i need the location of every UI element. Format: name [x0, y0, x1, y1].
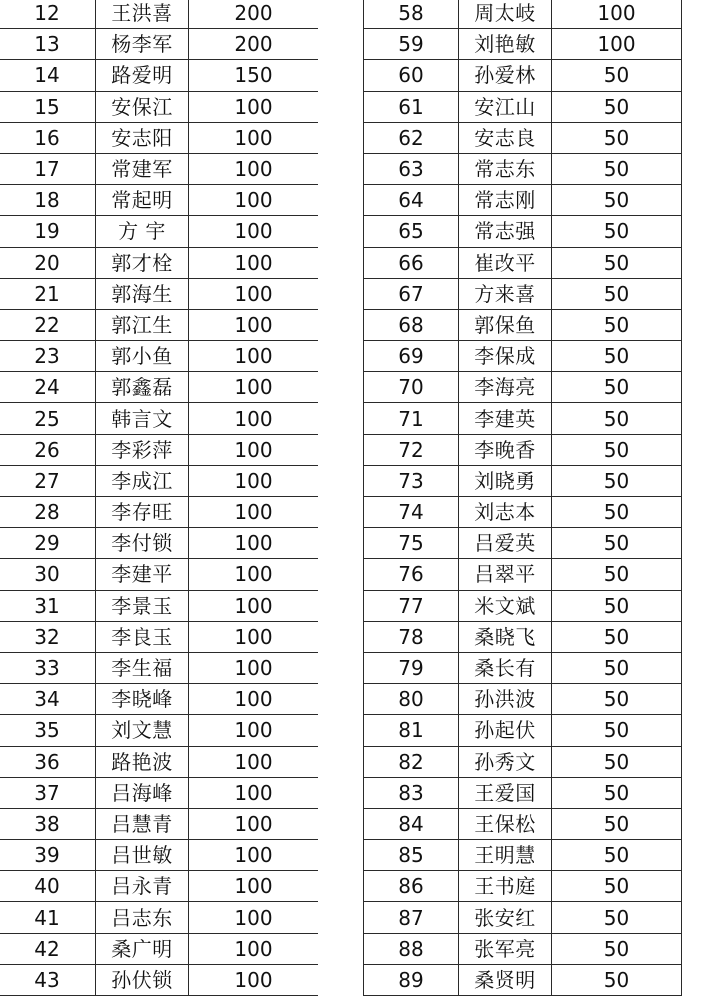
table-row [0, 91, 319, 122]
row-number-cell: 70 [364, 372, 459, 403]
amount-cell: 100 [189, 247, 319, 278]
table-row [0, 0, 319, 29]
name-cell: 郭鑫磊 [96, 372, 189, 403]
row-number-cell: 62 [364, 122, 459, 153]
table-row [364, 153, 682, 184]
table-row [364, 933, 682, 964]
amount-cell: 50 [552, 309, 682, 340]
amount-cell: 50 [552, 715, 682, 746]
table-row [0, 60, 319, 91]
amount-cell: 50 [552, 871, 682, 902]
row-number-cell: 75 [364, 528, 459, 559]
amount-cell: 50 [552, 60, 682, 91]
name-cell: 吕翠平 [459, 559, 552, 590]
table-row [0, 777, 319, 808]
table-row [0, 746, 319, 777]
table-row [364, 434, 682, 465]
name-cell: 张安红 [459, 902, 552, 933]
name-cell: 方来喜 [459, 278, 552, 309]
row-number-cell: 17 [0, 153, 96, 184]
row-number-cell: 26 [0, 434, 96, 465]
name-cell: 王洪喜 [96, 0, 189, 29]
table-row [364, 403, 682, 434]
amount-cell: 50 [552, 497, 682, 528]
name-cell: 常起明 [96, 185, 189, 216]
amount-cell: 100 [552, 29, 682, 60]
row-number-cell: 63 [364, 153, 459, 184]
row-number-cell: 29 [0, 528, 96, 559]
row-number-cell: 69 [364, 341, 459, 372]
table-row [364, 372, 682, 403]
amount-cell: 100 [189, 777, 319, 808]
row-number-cell: 79 [364, 652, 459, 683]
row-number-cell: 78 [364, 621, 459, 652]
amount-cell: 50 [552, 746, 682, 777]
amount-cell: 100 [189, 590, 319, 621]
amount-cell: 100 [189, 309, 319, 340]
row-number-cell: 32 [0, 621, 96, 652]
row-number-cell: 84 [364, 808, 459, 839]
name-cell: 孙起伏 [459, 715, 552, 746]
name-cell: 桑贤明 [459, 964, 552, 995]
name-cell: 王爱国 [459, 777, 552, 808]
row-number-cell: 71 [364, 403, 459, 434]
table-row [364, 29, 682, 60]
name-cell: 韩言文 [96, 403, 189, 434]
table-row [0, 465, 319, 496]
amount-cell: 100 [189, 746, 319, 777]
row-number-cell: 37 [0, 777, 96, 808]
name-cell: 吕志东 [96, 902, 189, 933]
table-row [364, 902, 682, 933]
table-row [0, 528, 319, 559]
amount-cell: 100 [189, 808, 319, 839]
name-cell: 李生福 [96, 652, 189, 683]
amount-cell: 150 [189, 60, 319, 91]
name-cell: 刘晓勇 [459, 465, 552, 496]
name-cell: 桑晓飞 [459, 621, 552, 652]
amount-cell: 100 [189, 216, 319, 247]
name-cell: 周太岐 [459, 0, 552, 29]
name-cell: 王保松 [459, 808, 552, 839]
amount-cell: 50 [552, 684, 682, 715]
name-cell: 李海亮 [459, 372, 552, 403]
amount-cell: 50 [552, 808, 682, 839]
name-cell: 孙秀文 [459, 746, 552, 777]
name-cell: 安志阳 [96, 122, 189, 153]
row-number-cell: 24 [0, 372, 96, 403]
row-number-cell: 68 [364, 309, 459, 340]
table-row [0, 871, 319, 902]
amount-cell: 100 [189, 372, 319, 403]
amount-cell: 100 [189, 153, 319, 184]
name-cell: 王书庭 [459, 871, 552, 902]
name-cell: 刘志本 [459, 497, 552, 528]
table-row [0, 715, 319, 746]
table-row [0, 933, 319, 964]
row-number-cell: 74 [364, 497, 459, 528]
row-number-cell: 67 [364, 278, 459, 309]
table-row [0, 247, 319, 278]
amount-cell: 50 [552, 465, 682, 496]
table-row [364, 777, 682, 808]
row-number-cell: 25 [0, 403, 96, 434]
table-row [0, 372, 319, 403]
row-number-cell: 65 [364, 216, 459, 247]
right-table-body [364, 0, 682, 996]
name-cell: 郭小鱼 [96, 341, 189, 372]
name-cell: 郭保鱼 [459, 309, 552, 340]
row-number-cell: 21 [0, 278, 96, 309]
row-number-cell: 60 [364, 60, 459, 91]
amount-cell: 100 [552, 0, 682, 29]
table-row [364, 247, 682, 278]
row-number-cell: 30 [0, 559, 96, 590]
table-row [364, 621, 682, 652]
name-cell: 孙爱林 [459, 60, 552, 91]
table-row [364, 216, 682, 247]
row-number-cell: 61 [364, 91, 459, 122]
row-number-cell: 19 [0, 216, 96, 247]
amount-cell: 100 [189, 434, 319, 465]
row-number-cell: 35 [0, 715, 96, 746]
row-number-cell: 81 [364, 715, 459, 746]
name-cell: 李建平 [96, 559, 189, 590]
row-number-cell: 42 [0, 933, 96, 964]
table-row [0, 652, 319, 683]
row-number-cell: 36 [0, 746, 96, 777]
amount-cell: 100 [189, 122, 319, 153]
table-row [0, 309, 319, 340]
name-cell: 吕永青 [96, 871, 189, 902]
amount-cell: 200 [189, 0, 319, 29]
row-number-cell: 43 [0, 964, 96, 995]
table-row [0, 185, 319, 216]
row-number-cell: 23 [0, 341, 96, 372]
amount-cell: 100 [189, 840, 319, 871]
amount-cell: 50 [552, 840, 682, 871]
amount-cell: 50 [552, 122, 682, 153]
row-number-cell: 14 [0, 60, 96, 91]
table-row [0, 808, 319, 839]
amount-cell: 100 [189, 933, 319, 964]
amount-cell: 100 [189, 185, 319, 216]
name-cell: 郭才栓 [96, 247, 189, 278]
row-number-cell: 80 [364, 684, 459, 715]
table-row [364, 715, 682, 746]
name-cell: 李彩萍 [96, 434, 189, 465]
amount-cell: 50 [552, 372, 682, 403]
table-row [0, 902, 319, 933]
row-number-cell: 12 [0, 0, 96, 29]
name-cell: 吕海峰 [96, 777, 189, 808]
name-cell: 杨李军 [96, 29, 189, 60]
amount-cell: 50 [552, 185, 682, 216]
amount-cell: 50 [552, 216, 682, 247]
row-number-cell: 13 [0, 29, 96, 60]
row-number-cell: 64 [364, 185, 459, 216]
table-row [0, 964, 319, 995]
table-row [0, 684, 319, 715]
table-row [364, 964, 682, 995]
name-cell: 李建英 [459, 403, 552, 434]
table-row [0, 216, 319, 247]
table-row [0, 840, 319, 871]
table-row [364, 309, 682, 340]
name-cell: 李存旺 [96, 497, 189, 528]
row-number-cell: 31 [0, 590, 96, 621]
row-number-cell: 86 [364, 871, 459, 902]
table-row [0, 590, 319, 621]
amount-cell: 50 [552, 91, 682, 122]
row-number-cell: 83 [364, 777, 459, 808]
row-number-cell: 28 [0, 497, 96, 528]
amount-cell: 50 [552, 153, 682, 184]
row-number-cell: 66 [364, 247, 459, 278]
name-cell: 孙伏锁 [96, 964, 189, 995]
amount-cell: 50 [552, 403, 682, 434]
table-row [364, 590, 682, 621]
table-row [364, 465, 682, 496]
row-number-cell: 58 [364, 0, 459, 29]
amount-cell: 50 [552, 652, 682, 683]
name-cell: 王明慧 [459, 840, 552, 871]
name-cell: 李保成 [459, 341, 552, 372]
name-cell: 李晓峰 [96, 684, 189, 715]
table-row [364, 559, 682, 590]
amount-cell: 100 [189, 278, 319, 309]
table-row [364, 684, 682, 715]
row-number-cell: 89 [364, 964, 459, 995]
amount-cell: 50 [552, 933, 682, 964]
name-cell: 吕世敏 [96, 840, 189, 871]
amount-cell: 50 [552, 278, 682, 309]
name-cell: 路艳波 [96, 746, 189, 777]
table-row [364, 278, 682, 309]
name-cell: 张军亮 [459, 933, 552, 964]
name-cell: 李晚香 [459, 434, 552, 465]
right-donation-table [363, 0, 682, 996]
amount-cell: 50 [552, 434, 682, 465]
amount-cell: 100 [189, 91, 319, 122]
name-cell: 安保江 [96, 91, 189, 122]
amount-cell: 100 [189, 902, 319, 933]
row-number-cell: 88 [364, 933, 459, 964]
table-row [364, 652, 682, 683]
table-row [364, 497, 682, 528]
name-cell: 桑长有 [459, 652, 552, 683]
amount-cell: 100 [189, 964, 319, 995]
row-number-cell: 33 [0, 652, 96, 683]
table-row [0, 153, 319, 184]
left-donation-table [0, 0, 319, 996]
row-number-cell: 76 [364, 559, 459, 590]
name-cell: 米文斌 [459, 590, 552, 621]
name-cell: 常志刚 [459, 185, 552, 216]
amount-cell: 100 [189, 715, 319, 746]
table-row [364, 0, 682, 29]
row-number-cell: 77 [364, 590, 459, 621]
column-gap [318, 0, 363, 999]
name-cell: 刘艳敏 [459, 29, 552, 60]
name-cell: 李良玉 [96, 621, 189, 652]
row-number-cell: 39 [0, 840, 96, 871]
row-number-cell: 38 [0, 808, 96, 839]
amount-cell: 50 [552, 777, 682, 808]
row-number-cell: 73 [364, 465, 459, 496]
amount-cell: 100 [189, 871, 319, 902]
table-row [364, 60, 682, 91]
row-number-cell: 85 [364, 840, 459, 871]
table-row [364, 871, 682, 902]
name-cell: 常志强 [459, 216, 552, 247]
row-number-cell: 87 [364, 902, 459, 933]
table-row [0, 29, 319, 60]
table-row [364, 528, 682, 559]
amount-cell: 100 [189, 528, 319, 559]
amount-cell: 100 [189, 684, 319, 715]
table-row [0, 497, 319, 528]
table-row [364, 808, 682, 839]
amount-cell: 50 [552, 902, 682, 933]
name-cell: 常建军 [96, 153, 189, 184]
amount-cell: 100 [189, 403, 319, 434]
row-number-cell: 27 [0, 465, 96, 496]
left-table-body [0, 0, 319, 996]
row-number-cell: 40 [0, 871, 96, 902]
name-cell: 李景玉 [96, 590, 189, 621]
amount-cell: 50 [552, 590, 682, 621]
row-number-cell: 59 [364, 29, 459, 60]
amount-cell: 50 [552, 621, 682, 652]
name-cell: 安江山 [459, 91, 552, 122]
name-cell: 路爱明 [96, 60, 189, 91]
name-cell: 李付锁 [96, 528, 189, 559]
amount-cell: 100 [189, 465, 319, 496]
row-number-cell: 15 [0, 91, 96, 122]
row-number-cell: 72 [364, 434, 459, 465]
name-cell: 李成江 [96, 465, 189, 496]
table-row [0, 559, 319, 590]
row-number-cell: 34 [0, 684, 96, 715]
name-cell: 安志良 [459, 122, 552, 153]
amount-cell: 100 [189, 652, 319, 683]
table-row [364, 840, 682, 871]
name-cell: 刘文慧 [96, 715, 189, 746]
row-number-cell: 22 [0, 309, 96, 340]
name-cell: 崔改平 [459, 247, 552, 278]
name-cell: 郭海生 [96, 278, 189, 309]
amount-cell: 100 [189, 497, 319, 528]
row-number-cell: 41 [0, 902, 96, 933]
table-row [364, 122, 682, 153]
name-cell: 吕爱英 [459, 528, 552, 559]
name-cell: 方 宇 [96, 216, 189, 247]
table-row [0, 403, 319, 434]
amount-cell: 100 [189, 341, 319, 372]
name-cell: 常志东 [459, 153, 552, 184]
row-number-cell: 16 [0, 122, 96, 153]
name-cell: 郭江生 [96, 309, 189, 340]
amount-cell: 50 [552, 528, 682, 559]
name-cell: 孙洪波 [459, 684, 552, 715]
name-cell: 桑广明 [96, 933, 189, 964]
table-row [0, 122, 319, 153]
amount-cell: 50 [552, 559, 682, 590]
amount-cell: 100 [189, 621, 319, 652]
table-row [0, 621, 319, 652]
row-number-cell: 18 [0, 185, 96, 216]
amount-cell: 200 [189, 29, 319, 60]
amount-cell: 50 [552, 964, 682, 995]
amount-cell: 50 [552, 247, 682, 278]
amount-cell: 100 [189, 559, 319, 590]
table-row [364, 91, 682, 122]
table-row [0, 278, 319, 309]
amount-cell: 50 [552, 341, 682, 372]
row-number-cell: 20 [0, 247, 96, 278]
table-row [364, 746, 682, 777]
table-row [0, 341, 319, 372]
table-row [364, 341, 682, 372]
table-row [364, 185, 682, 216]
row-number-cell: 82 [364, 746, 459, 777]
name-cell: 吕慧青 [96, 808, 189, 839]
table-row [0, 434, 319, 465]
